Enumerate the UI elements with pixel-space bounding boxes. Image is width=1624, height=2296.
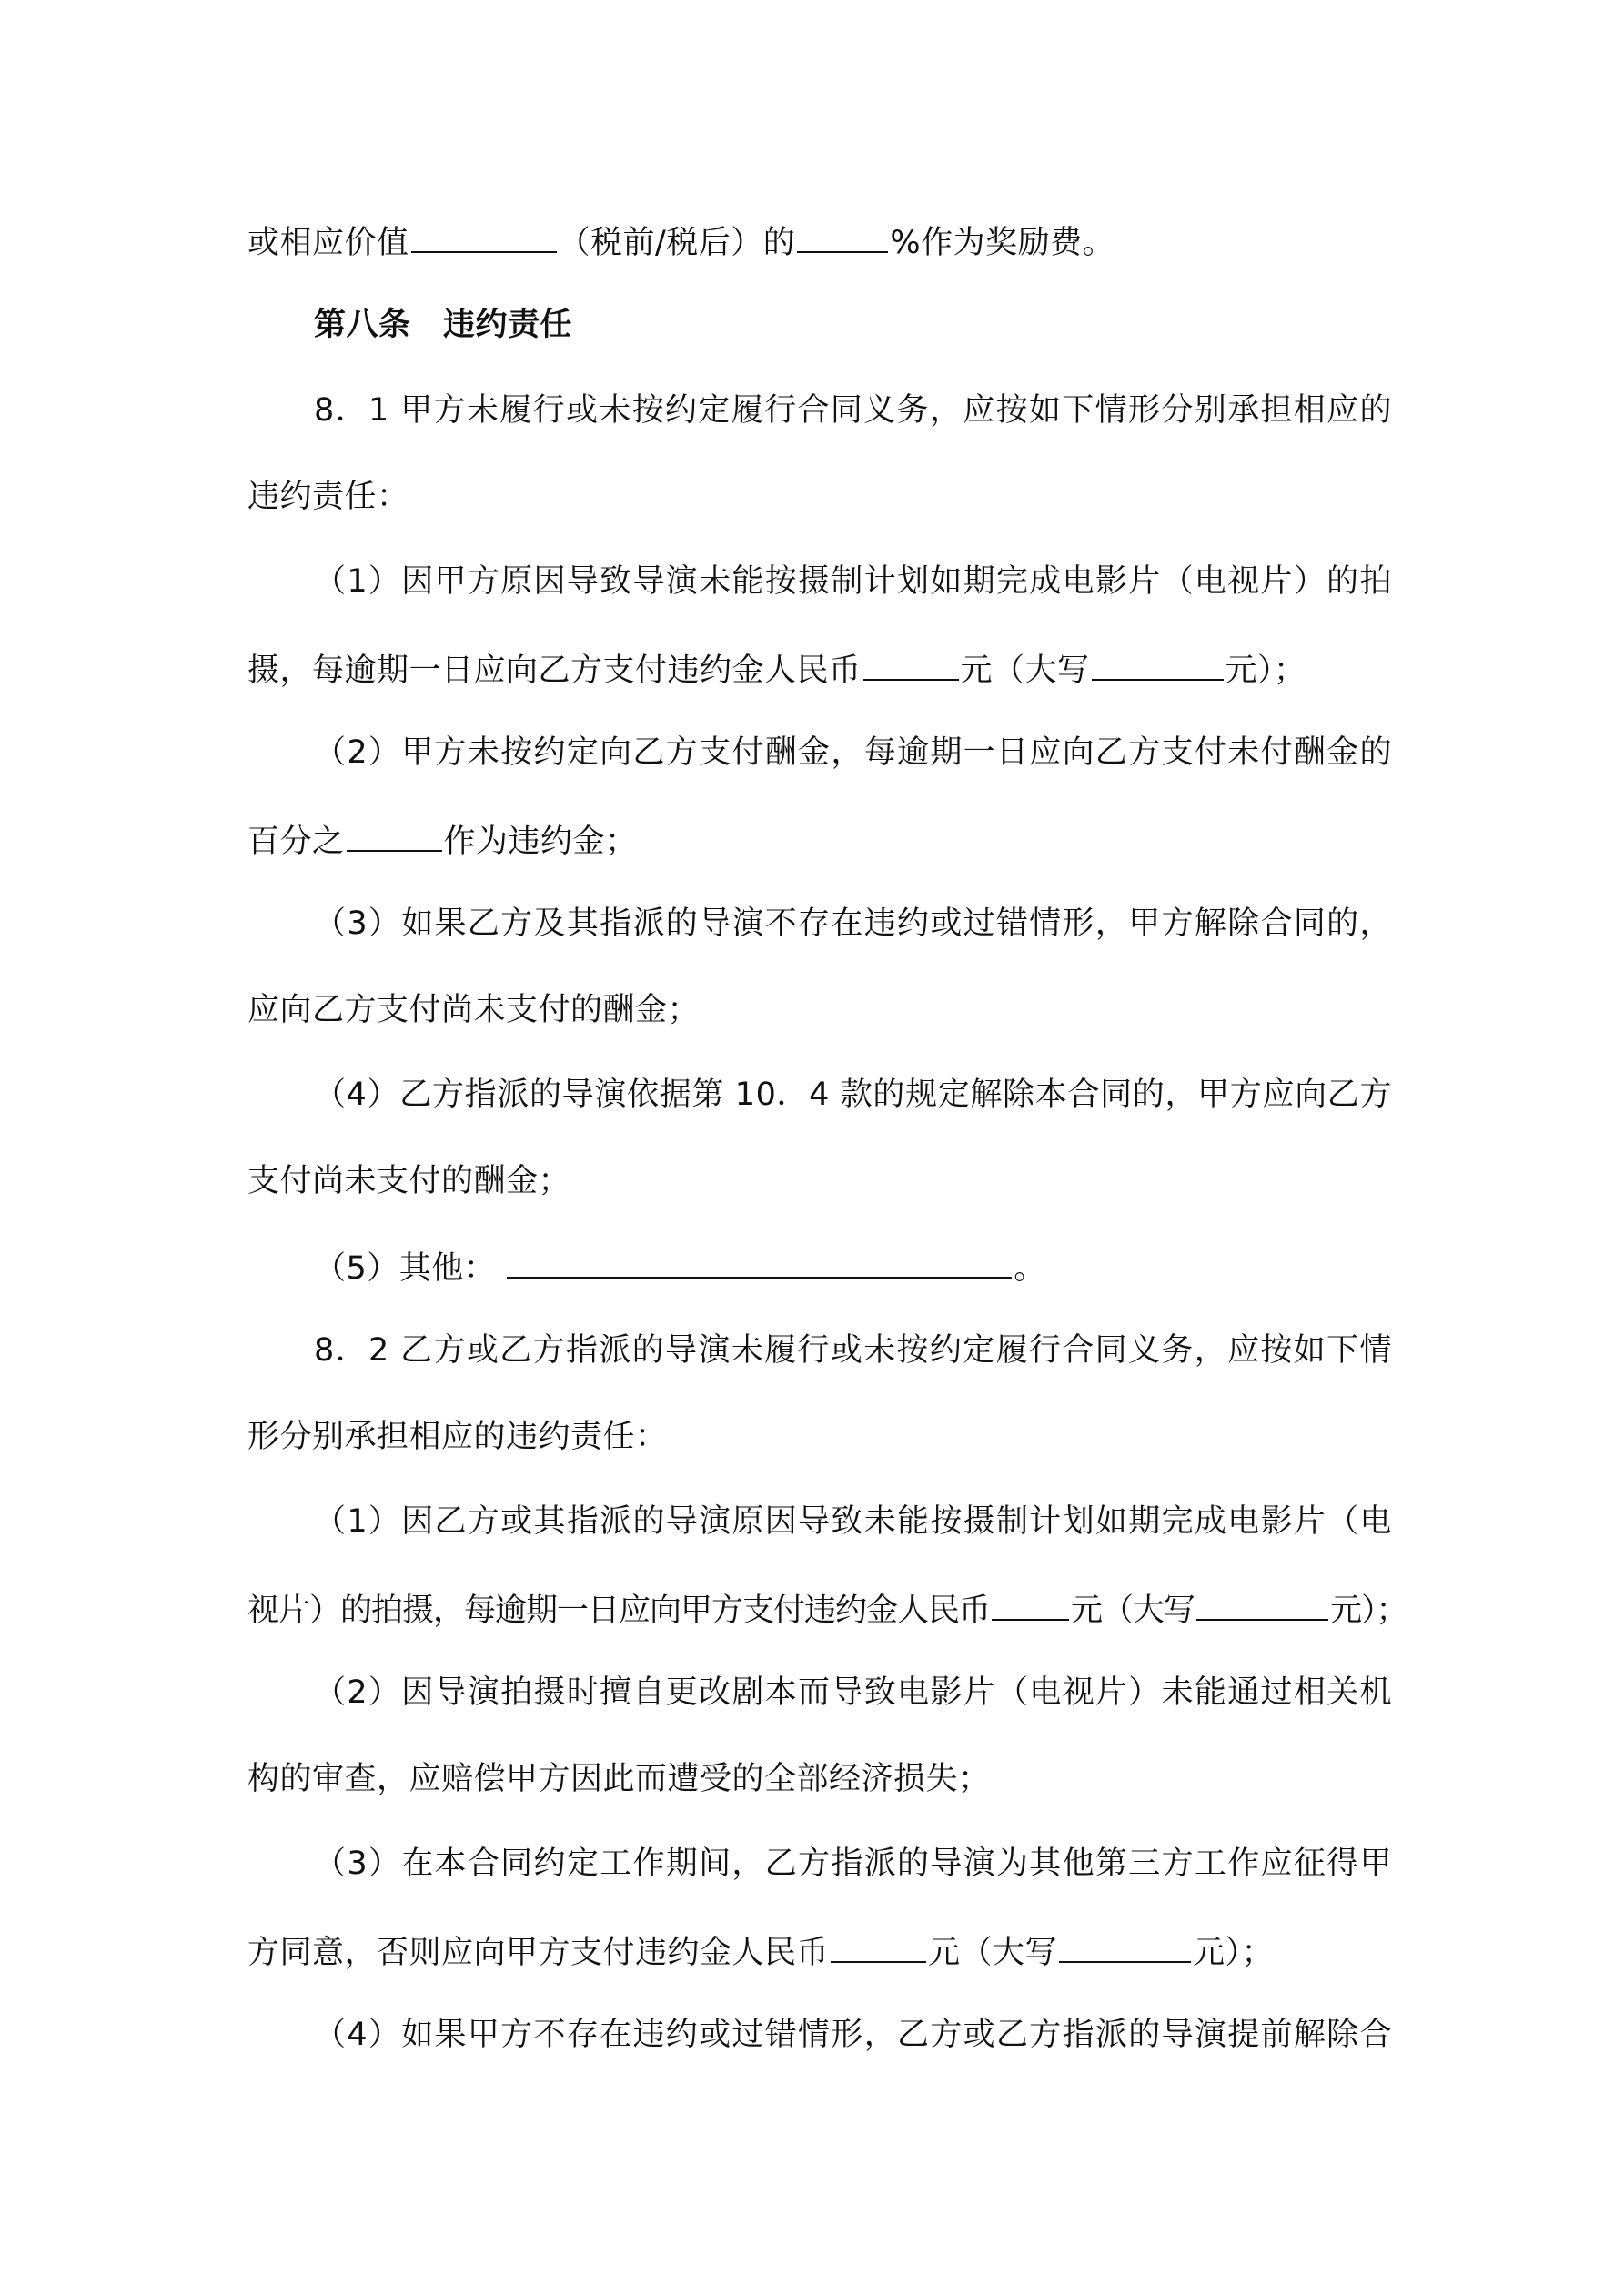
text-segment: 元（大写: [928, 1935, 1058, 1971]
paragraph-line: （1）因甲方原因导致导演未能按摄制计划如期完成电影片（电视片）的拍: [314, 563, 1392, 600]
fill-in-blank[interactable]: [347, 817, 442, 852]
text-segment: 元）；: [1193, 1935, 1275, 1971]
text-segment: 或相应价值: [247, 225, 409, 261]
text-segment: （税前/税后）的: [558, 225, 796, 261]
paragraph-line: 8．2 乙方或乙方指派的导演未履行或未按约定履行合同义务，应按如下情: [314, 1332, 1392, 1369]
paragraph-line: （3）如果乙方及其指派的导演不存在违约或过错情形，甲方解除合同的，: [314, 905, 1392, 942]
text-segment: 方同意，否则应向甲方支付违约金人民币: [247, 1935, 830, 1971]
text-segment: 元（大写: [1071, 1593, 1195, 1629]
text-segment: 摄，每逾期一日应向乙方支付违约金人民币: [247, 652, 862, 689]
paragraph-line: 8．1 甲方未履行或未按约定履行合同义务，应按如下情形分别承担相应的: [314, 392, 1392, 429]
text-segment: 元）；: [1225, 652, 1306, 689]
paragraph-line: 违约责任：: [247, 479, 409, 515]
paragraph-line: [247, 218, 1394, 262]
paragraph-line: （2）甲方未按约定向乙方支付酬金，每逾期一日应向乙方支付未付酬金的: [314, 734, 1392, 771]
text-segment: 元（大写: [960, 652, 1090, 689]
paragraph-line: 支付尚未支付的酬金；: [247, 1163, 571, 1199]
text-segment: %作为奖励费。: [890, 225, 1115, 261]
paragraph-line: （4）乙方指派的导演依据第 10．4 款的规定解除本合同的，甲方应向乙方: [314, 1077, 1392, 1113]
fill-in-blank[interactable]: [992, 1586, 1069, 1621]
text-segment: （5）其他：: [314, 1250, 497, 1287]
paragraph-line: [314, 1244, 1460, 1288]
paragraph-line: 应向乙方支付尚未支付的酬金；: [247, 992, 701, 1028]
paragraph-line: [247, 1928, 1394, 1972]
paragraph-line: （4）如果甲方不存在违约或过错情形，乙方或乙方指派的导演提前解除合: [314, 2017, 1392, 2053]
text-segment: 视片）的拍摄，每逾期一日应向甲方支付违约金人民币: [247, 1593, 991, 1629]
fill-in-blank[interactable]: [1059, 1928, 1191, 1963]
fill-in-blank[interactable]: [1092, 646, 1224, 681]
text-segment: 元）；: [1330, 1593, 1407, 1629]
fill-in-blank[interactable]: [863, 646, 959, 681]
fill-in-blank[interactable]: [1196, 1586, 1328, 1621]
text-segment: 作为违约金；: [443, 824, 638, 860]
paragraph-line: [247, 1586, 1407, 1630]
paragraph-line: [247, 646, 1394, 690]
paragraph-line: （3）在本合同约定工作期间，乙方指派的导演为其他第三方工作应征得甲: [314, 1846, 1392, 1882]
paragraph-line: 构的审查，应赔偿甲方因此而遭受的全部经济损失；: [247, 1761, 991, 1797]
paragraph-line: （1）因乙方或其指派的导演原因导致未能按摄制计划如期完成电影片（电: [314, 1503, 1392, 1540]
fill-in-blank[interactable]: [831, 1928, 926, 1963]
fill-in-blank[interactable]: [507, 1244, 1012, 1279]
text-segment: 。: [1014, 1250, 1046, 1287]
fill-in-blank[interactable]: [411, 218, 557, 253]
text-segment: 百分之: [247, 824, 345, 860]
paragraph-line: 形分别承担相应的违约责任：: [247, 1419, 668, 1455]
paragraph-line: （2）因导演拍摄时擅自更改剧本而导致电影片（电视片）未能通过相关机: [314, 1674, 1392, 1711]
paragraph-line: [247, 817, 1394, 861]
section-heading: 第八条 违约责任: [314, 307, 573, 343]
fill-in-blank[interactable]: [797, 218, 888, 253]
